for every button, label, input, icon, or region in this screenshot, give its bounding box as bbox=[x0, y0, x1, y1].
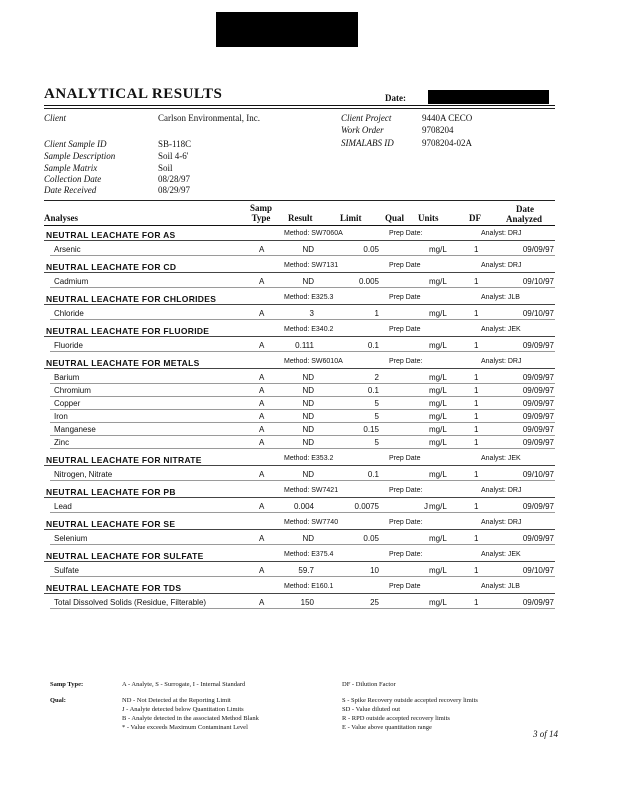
analyte-cell: Chloride bbox=[54, 309, 84, 318]
section-header bbox=[44, 485, 555, 498]
col-analyzed: Analyzed bbox=[506, 214, 542, 224]
date-cell: 09/10/97 bbox=[522, 309, 554, 318]
table-row bbox=[44, 533, 555, 545]
units-cell: mg/L bbox=[429, 598, 447, 607]
section-method: Method: SW7060A bbox=[284, 230, 343, 237]
section-prep-date: Prep Date: bbox=[389, 358, 423, 365]
df-cell: 1 bbox=[474, 386, 479, 395]
section-name: NEUTRAL LEACHATE FOR PB bbox=[46, 487, 176, 497]
section-name: NEUTRAL LEACHATE FOR CHLORIDES bbox=[46, 294, 217, 304]
row-rule bbox=[50, 448, 555, 449]
section-analyst: Analyst: DRJ bbox=[481, 358, 522, 365]
section-analyst: Analyst: JLB bbox=[481, 583, 520, 590]
date-cell: 09/09/97 bbox=[522, 386, 554, 395]
client-label: Client bbox=[44, 113, 66, 123]
date-cell: 09/09/97 bbox=[522, 399, 554, 408]
df-cell: 1 bbox=[474, 502, 479, 511]
limit-cell: 0.1 bbox=[367, 341, 379, 350]
date-received-label: Date Received bbox=[44, 185, 97, 195]
result-cell: 59.7 bbox=[298, 566, 314, 575]
section-name: NEUTRAL LEACHATE FOR METALS bbox=[46, 358, 200, 368]
units-cell: mg/L bbox=[429, 386, 447, 395]
col-samp: Samp bbox=[249, 203, 272, 213]
row-rule bbox=[50, 351, 555, 352]
result-cell: 0.111 bbox=[295, 341, 314, 350]
limit-cell: 0.0075 bbox=[354, 502, 379, 511]
section-analyst: Analyst: JEK bbox=[481, 326, 521, 333]
df-cell: 1 bbox=[474, 309, 479, 318]
section-name: NEUTRAL LEACHATE FOR TDS bbox=[46, 583, 182, 593]
result-cell: ND bbox=[302, 425, 314, 434]
date-cell: 09/09/97 bbox=[522, 438, 554, 447]
df-cell: 1 bbox=[474, 373, 479, 382]
legend-qual-s: S - Spike Recovery outside accepted recovery limits bbox=[342, 697, 478, 704]
legend-qual-sd: SD - Value diluted out bbox=[342, 706, 401, 713]
section-analyst: Analyst: JEK bbox=[481, 455, 521, 462]
section-header bbox=[44, 453, 555, 466]
type-cell: A bbox=[259, 412, 265, 421]
df-cell: 1 bbox=[474, 341, 479, 350]
section-name: NEUTRAL LEACHATE FOR SE bbox=[46, 519, 176, 529]
row-rule bbox=[50, 255, 555, 256]
sample-id-value: SB-118C bbox=[158, 139, 192, 149]
df-cell: 1 bbox=[474, 412, 479, 421]
section-method: Method: E160.1 bbox=[284, 583, 334, 590]
date-cell: 09/09/97 bbox=[522, 373, 554, 382]
work-order-value: 9708204 bbox=[422, 125, 454, 135]
section-header bbox=[44, 260, 555, 273]
table-row bbox=[44, 565, 555, 577]
analyte-cell: Iron bbox=[54, 412, 68, 421]
section-header bbox=[44, 581, 555, 594]
section-name: NEUTRAL LEACHATE FOR AS bbox=[46, 230, 176, 240]
redacted-header-block bbox=[216, 12, 358, 47]
section-analyst: Analyst: DRJ bbox=[481, 519, 522, 526]
result-cell: ND bbox=[302, 470, 314, 479]
sample-id-label: Client Sample ID bbox=[44, 139, 107, 149]
analyte-cell: Copper bbox=[54, 399, 81, 408]
df-cell: 1 bbox=[474, 470, 479, 479]
table-row bbox=[44, 340, 555, 352]
limit-cell: 25 bbox=[370, 598, 379, 607]
table-row bbox=[44, 308, 555, 320]
col-qual: Qual bbox=[385, 213, 405, 223]
result-cell: ND bbox=[302, 277, 314, 286]
type-cell: A bbox=[259, 438, 265, 447]
table-row bbox=[44, 424, 555, 436]
type-cell: A bbox=[259, 502, 265, 511]
legend-qual-j: J - Analyte detected below Quantitation Limits bbox=[122, 706, 244, 713]
limit-cell: 0.1 bbox=[367, 386, 379, 395]
limit-cell: 2 bbox=[374, 373, 379, 382]
type-cell: A bbox=[259, 566, 265, 575]
limit-cell: 5 bbox=[374, 399, 379, 408]
header-rule bbox=[44, 225, 555, 226]
section-method: Method: SW7421 bbox=[284, 487, 339, 494]
result-cell: ND bbox=[302, 399, 314, 408]
limit-cell: 0.005 bbox=[358, 277, 379, 286]
section-method: Method: E325.3 bbox=[284, 294, 334, 301]
table-row bbox=[44, 411, 555, 423]
date-cell: 09/10/97 bbox=[522, 277, 554, 286]
date-cell: 09/09/97 bbox=[522, 534, 554, 543]
row-rule bbox=[50, 512, 555, 513]
result-cell: 3 bbox=[309, 309, 314, 318]
section-prep-date: Prep Date: bbox=[389, 230, 423, 237]
legend-qual-nd: ND - Not Detected at the Reporting Limit bbox=[122, 697, 231, 704]
redacted-date-block bbox=[428, 90, 549, 104]
work-order-label: Work Order bbox=[341, 125, 384, 135]
result-cell: ND bbox=[302, 373, 314, 382]
section-name: NEUTRAL LEACHATE FOR SULFATE bbox=[46, 551, 204, 561]
limit-cell: 0.05 bbox=[363, 245, 379, 254]
analyte-cell: Sulfate bbox=[54, 566, 79, 575]
title-rule bbox=[44, 105, 555, 106]
simalabs-label: SIMALABS ID bbox=[341, 138, 394, 148]
section-prep-date: Prep Date bbox=[389, 326, 421, 333]
section-prep-date: Prep Date bbox=[389, 294, 421, 301]
analyte-cell: Fluoride bbox=[54, 341, 83, 350]
table-row bbox=[44, 398, 555, 410]
legend-samp-type-text: A - Analyte, S - Surrogate, I - Internal Standard bbox=[122, 681, 246, 688]
section-header bbox=[44, 228, 555, 241]
date-received-value: 08/29/97 bbox=[158, 185, 191, 195]
df-cell: 1 bbox=[474, 438, 479, 447]
result-cell: ND bbox=[302, 438, 314, 447]
analyte-cell: Selenium bbox=[54, 534, 88, 543]
row-rule bbox=[50, 576, 555, 577]
analyte-cell: Chromium bbox=[54, 386, 91, 395]
section-method: Method: SW7131 bbox=[284, 262, 339, 269]
date-cell: 09/09/97 bbox=[522, 245, 554, 254]
section-analyst: Analyst: JLB bbox=[481, 294, 520, 301]
limit-cell: 0.05 bbox=[363, 534, 379, 543]
units-cell: mg/L bbox=[429, 309, 447, 318]
row-rule bbox=[50, 435, 555, 436]
client-value: Carlson Environmental, Inc. bbox=[158, 113, 260, 123]
collection-date-value: 08/28/97 bbox=[158, 174, 191, 184]
analyte-cell: Barium bbox=[54, 373, 80, 382]
section-method: Method: SW7740 bbox=[284, 519, 339, 526]
date-cell: 09/10/97 bbox=[522, 566, 554, 575]
section-prep-date: Prep Date bbox=[389, 583, 421, 590]
type-cell: A bbox=[259, 277, 265, 286]
units-cell: mg/L bbox=[429, 412, 447, 421]
units-cell: mg/L bbox=[429, 438, 447, 447]
col-result: Result bbox=[288, 213, 313, 223]
col-date: Date bbox=[516, 204, 534, 214]
type-cell: A bbox=[259, 341, 265, 350]
col-analyses: Analyses bbox=[44, 213, 79, 223]
section-name: NEUTRAL LEACHATE FOR CD bbox=[46, 262, 177, 272]
section-header bbox=[44, 549, 555, 562]
section-header bbox=[44, 517, 555, 530]
df-cell: 1 bbox=[474, 534, 479, 543]
analyte-cell: Arsenic bbox=[54, 245, 81, 254]
section-method: Method: SW6010A bbox=[284, 358, 343, 365]
date-label: Date: bbox=[385, 93, 406, 103]
units-cell: mg/L bbox=[429, 399, 447, 408]
col-df: DF bbox=[469, 213, 481, 223]
section-analyst: Analyst: JEK bbox=[481, 551, 521, 558]
legend-df-text: DF - Dilution Factor bbox=[342, 681, 396, 688]
section-method: Method: E375.4 bbox=[284, 551, 334, 558]
row-rule bbox=[50, 480, 555, 481]
analyte-cell: Lead bbox=[54, 502, 72, 511]
date-cell: 09/09/97 bbox=[522, 502, 554, 511]
date-cell: 09/09/97 bbox=[522, 341, 554, 350]
result-cell: ND bbox=[302, 245, 314, 254]
type-cell: A bbox=[259, 399, 265, 408]
limit-cell: 5 bbox=[374, 438, 379, 447]
df-cell: 1 bbox=[474, 399, 479, 408]
date-cell: 09/09/97 bbox=[522, 598, 554, 607]
df-cell: 1 bbox=[474, 277, 479, 286]
table-row bbox=[44, 469, 555, 481]
qual-cell: J bbox=[424, 502, 428, 511]
date-cell: 09/09/97 bbox=[522, 412, 554, 421]
type-cell: A bbox=[259, 386, 265, 395]
legend-qual-b: B - Analyte detected in the associated Method Blank bbox=[122, 715, 259, 722]
table-row bbox=[44, 501, 555, 513]
analyte-cell: Cadmium bbox=[54, 277, 89, 286]
row-rule bbox=[50, 422, 555, 423]
title-rule-2 bbox=[44, 108, 555, 109]
table-row bbox=[44, 244, 555, 256]
type-cell: A bbox=[259, 534, 265, 543]
section-name: NEUTRAL LEACHATE FOR NITRATE bbox=[46, 455, 202, 465]
table-row bbox=[44, 597, 555, 609]
df-cell: 1 bbox=[474, 598, 479, 607]
col-limit: Limit bbox=[340, 213, 362, 223]
section-prep-date: Prep Date: bbox=[389, 487, 423, 494]
type-cell: A bbox=[259, 245, 265, 254]
project-label: Client Project bbox=[341, 113, 392, 123]
result-cell: ND bbox=[302, 534, 314, 543]
result-cell: 150 bbox=[300, 598, 314, 607]
section-prep-date: Prep Date bbox=[389, 455, 421, 462]
col-units: Units bbox=[418, 213, 439, 223]
analyte-cell: Total Dissolved Solids (Residue, Filterable) bbox=[54, 598, 207, 607]
result-cell: ND bbox=[302, 412, 314, 421]
units-cell: mg/L bbox=[429, 566, 447, 575]
col-type: Type bbox=[251, 213, 271, 223]
units-cell: mg/L bbox=[429, 425, 447, 434]
analyte-cell: Manganese bbox=[54, 425, 96, 434]
type-cell: A bbox=[259, 309, 265, 318]
table-row bbox=[44, 385, 555, 397]
section-analyst: Analyst: DRJ bbox=[481, 262, 522, 269]
legend-qual-label: Qual: bbox=[50, 697, 66, 704]
date-cell: 09/09/97 bbox=[522, 425, 554, 434]
analyte-cell: Zinc bbox=[54, 438, 70, 447]
sample-description-value: Soil 4-6' bbox=[158, 151, 189, 161]
project-value: 9440A CECO bbox=[422, 113, 473, 123]
result-cell: ND bbox=[302, 386, 314, 395]
row-rule bbox=[50, 608, 555, 609]
table-row bbox=[44, 372, 555, 384]
limit-cell: 1 bbox=[374, 309, 379, 318]
units-cell: mg/L bbox=[429, 373, 447, 382]
section-header bbox=[44, 324, 555, 337]
row-rule bbox=[50, 544, 555, 545]
page-number: 3 of 14 bbox=[532, 729, 558, 739]
section-method: Method: E340.2 bbox=[284, 326, 334, 333]
type-cell: A bbox=[259, 470, 265, 479]
table-row bbox=[44, 276, 555, 288]
df-cell: 1 bbox=[474, 425, 479, 434]
legend-qual-r: R - RPD outside accepted recovery limits bbox=[342, 715, 450, 722]
limit-cell: 0.15 bbox=[363, 425, 379, 434]
section-analyst: Analyst: DRJ bbox=[481, 230, 522, 237]
section-prep-date: Prep Date: bbox=[389, 519, 423, 526]
row-rule bbox=[50, 287, 555, 288]
section-method: Method: E353.2 bbox=[284, 455, 334, 462]
legend-qual-e: E - Value above quantitation range bbox=[342, 724, 432, 731]
units-cell: mg/L bbox=[429, 502, 447, 511]
row-rule bbox=[50, 396, 555, 397]
section-prep-date: Prep Date bbox=[389, 262, 421, 269]
df-cell: 1 bbox=[474, 566, 479, 575]
row-rule bbox=[50, 409, 555, 410]
simalabs-value: 9708204-02A bbox=[422, 138, 472, 148]
legend-samp-type-label: Samp Type: bbox=[50, 681, 84, 688]
section-prep-date: Prep Date: bbox=[389, 551, 423, 558]
sample-matrix-label: Sample Matrix bbox=[44, 163, 98, 173]
units-cell: mg/L bbox=[429, 341, 447, 350]
type-cell: A bbox=[259, 373, 265, 382]
section-header bbox=[44, 292, 555, 305]
units-cell: mg/L bbox=[429, 277, 447, 286]
limit-cell: 5 bbox=[374, 412, 379, 421]
analyte-cell: Nitrogen, Nitrate bbox=[54, 470, 113, 479]
info-rule bbox=[44, 200, 555, 201]
units-cell: mg/L bbox=[429, 470, 447, 479]
limit-cell: 0.1 bbox=[367, 470, 379, 479]
sample-description-label: Sample Description bbox=[44, 151, 116, 161]
df-cell: 1 bbox=[474, 245, 479, 254]
units-cell: mg/L bbox=[429, 534, 447, 543]
legend-qual-star: * - Value exceeds Maximum Contaminant Level bbox=[122, 724, 248, 731]
sample-matrix-value: Soil bbox=[158, 163, 173, 173]
units-cell: mg/L bbox=[429, 245, 447, 254]
section-analyst: Analyst: DRJ bbox=[481, 487, 522, 494]
row-rule bbox=[50, 383, 555, 384]
section-name: NEUTRAL LEACHATE FOR FLUORIDE bbox=[46, 326, 210, 336]
section-header bbox=[44, 356, 555, 369]
table-row bbox=[44, 437, 555, 449]
type-cell: A bbox=[259, 425, 265, 434]
collection-date-label: Collection Date bbox=[44, 174, 102, 184]
date-cell: 09/10/97 bbox=[522, 470, 554, 479]
result-cell: 0.004 bbox=[293, 502, 314, 511]
row-rule bbox=[50, 319, 555, 320]
page-title: ANALYTICAL RESULTS bbox=[44, 86, 223, 102]
type-cell: A bbox=[259, 598, 265, 607]
limit-cell: 10 bbox=[370, 566, 379, 575]
